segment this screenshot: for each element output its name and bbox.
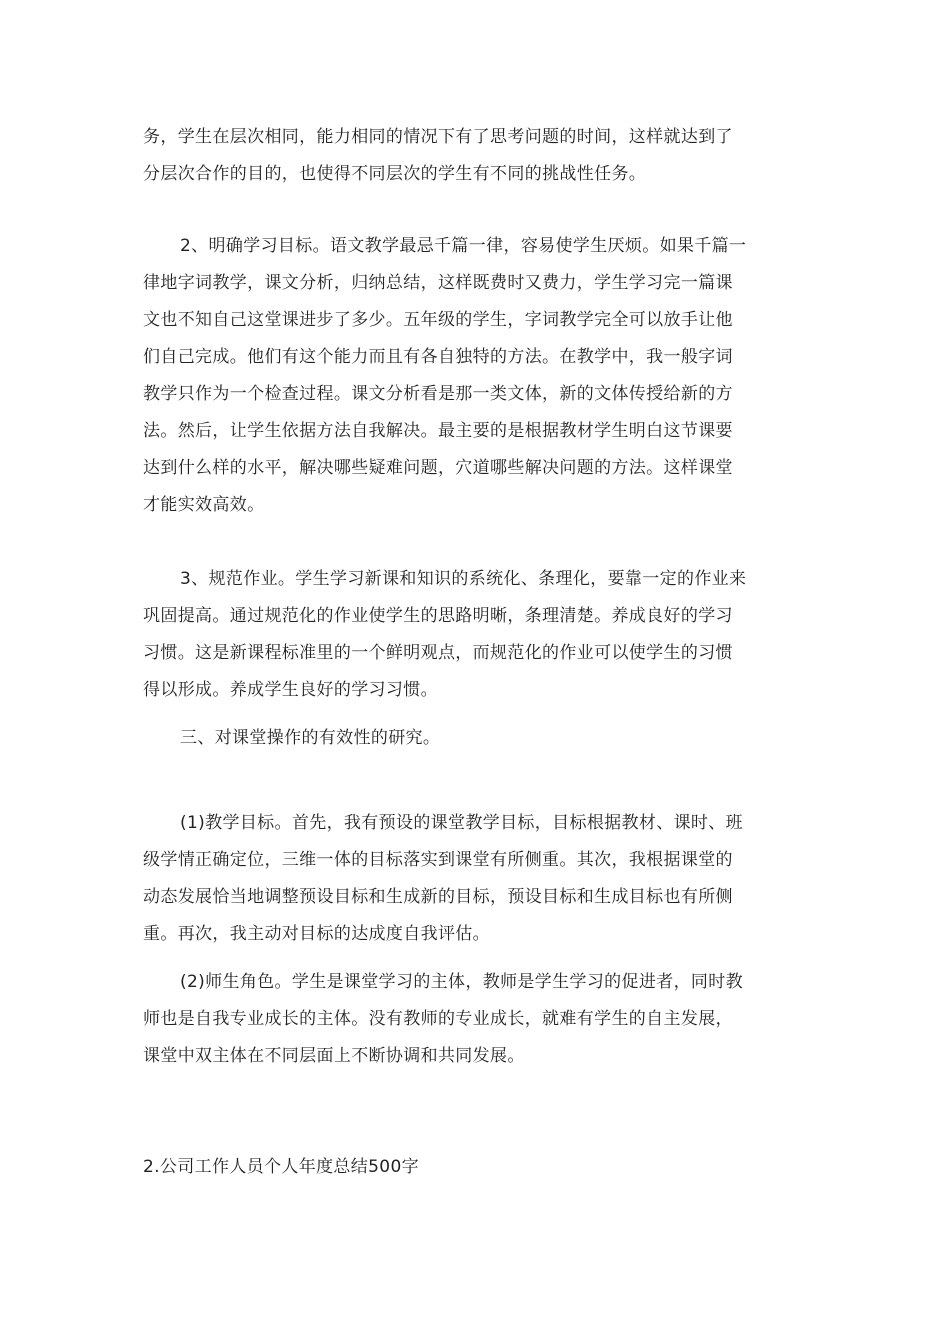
title-line: 2.公司工作人员个人年度总结500字 <box>143 1157 419 1177</box>
text-line: 教学只作为一个检查过程。课文分析看是那一类文体，新的文体传授给新的方 <box>143 384 733 404</box>
text-line: 文也不知自己这堂课进步了多少。五年级的学生，字词教学完全可以放手让他 <box>143 310 733 330</box>
text-line: 重。再次，我主动对目标的达成度自我评估。 <box>143 924 490 944</box>
text-line: 巩固提高。通过规范化的作业使学生的思路明晰，条理清楚。养成良好的学习 <box>143 606 733 626</box>
text-line: 3、规范作业。学生学习新课和知识的系统化、条理化，要靠一定的作业来 <box>180 569 747 589</box>
paragraph-teaching-goals <box>143 805 813 953</box>
text-line: 级学情正确定位，三维一体的目标落实到课堂有所侧重。其次，我根据课堂的 <box>143 850 733 870</box>
text-line: 达到什么样的水平，解决哪些疑难问题，穴道哪些解决问题的方法。这样课堂 <box>143 458 733 478</box>
text-line: 课堂中双主体在不同层面上不断协调和共同发展。 <box>143 1046 525 1066</box>
text-line: 习惯。这是新课程标准里的一个鲜明观点，而规范化的作业可以使学生的习惯 <box>143 643 733 663</box>
next-article-title <box>143 1149 813 1186</box>
text-line: 法。然后，让学生依据方法自我解决。最主要的是根据教材学生明白这节课要 <box>143 421 733 441</box>
text-line: 才能实效高效。 <box>143 495 265 515</box>
paragraph-homework <box>143 561 813 709</box>
text-line: 律地字词教学，课文分析，归纳总结，这样既费时又费力，学生学习完一篇课 <box>143 273 733 293</box>
text-line: 分层次合作的目的，也使得不同层次的学生有不同的挑战性任务。 <box>143 164 647 184</box>
paragraph-continuation <box>143 119 813 193</box>
paragraph-learning-goals <box>143 228 813 524</box>
text-line: (2)师生角色。学生是课堂学习的主体，教师是学生学习的促进者，同时教 <box>180 972 743 992</box>
text-line: 们自己完成。他们有这个能力而且有各自独特的方法。在教学中，我一般字词 <box>143 347 733 367</box>
text-line: 务，学生在层次相同，能力相同的情况下有了思考问题的时间，这样就达到了 <box>143 127 733 147</box>
text-line: 动态发展恰当地调整预设目标和生成新的目标，预设目标和生成目标也有所侧 <box>143 887 733 907</box>
heading-line: 三、对课堂操作的有效性的研究。 <box>180 728 441 748</box>
paragraph-roles <box>143 964 813 1075</box>
text-line: 2、明确学习目标。语文教学最忌千篇一律，容易使学生厌烦。如果千篇一 <box>180 236 747 256</box>
text-line: 师也是自我专业成长的主体。没有教师的专业成长，就难有学生的自主发展， <box>143 1009 733 1029</box>
text-line: 得以形成。养成学生良好的学习习惯。 <box>143 680 438 700</box>
text-line: (1)教学目标。首先，我有预设的课堂教学目标，目标根据教材、课时、班 <box>180 813 743 833</box>
section-heading <box>143 720 813 757</box>
